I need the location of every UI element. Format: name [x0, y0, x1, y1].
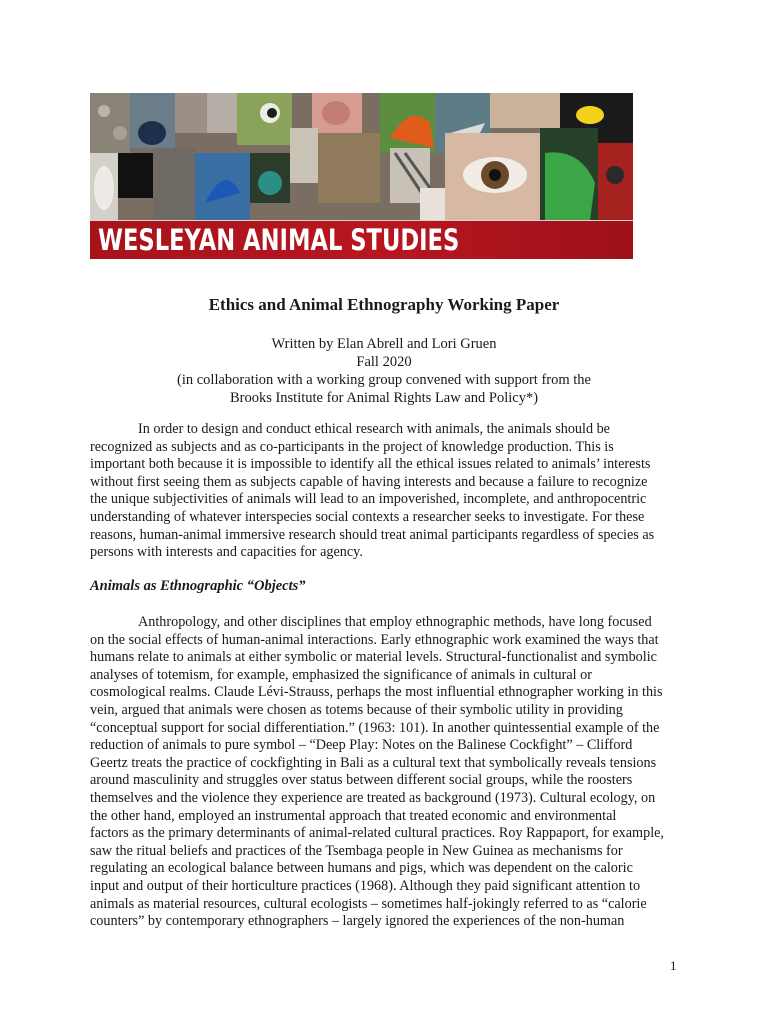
collaboration-note-line-1: (in collaboration with a working group convened with support from the — [177, 372, 591, 388]
date: Fall 2020 — [356, 354, 412, 370]
text-line: on the social effects of human-animal interactions. Early ethnographic work examined the ways that — [90, 631, 659, 648]
text-line: regulating an ecological balance between humans and pigs, which was dependent on the caloric — [90, 860, 633, 877]
paper-title: Ethics and Animal Ethnography Working Paper — [208, 295, 560, 314]
text-line: important both because it is impossible to identify all the ethical issues related to animals’ interests — [90, 456, 651, 473]
banner-title: WESLEYAN ANIMAL STUDIES — [98, 223, 460, 257]
text-line: cosmological realms. Claude Lévi-Strauss, perhaps the most influential ethnographer working in this — [90, 684, 663, 701]
text-line: counters” by contemporary ethnographers – largely ignored the experiences of the non-human — [90, 913, 625, 930]
text-line: animals as material resources, cultural ecologists – sometimes half-jokingly referred to as “calorie — [90, 895, 647, 912]
text-line: saw the ritual beliefs and practices of the Tsembaga people in New Guinea as mechanisms for — [90, 842, 623, 859]
text-line: factors as the primary determinants of animal-related cultural practices. Roy Rappaport, for example, — [90, 825, 664, 842]
text-line: reasons, human-animal immersive research should treat animal participants regardless of species as — [90, 526, 655, 543]
text-line: recognized as subjects and as co-participants in the project of knowledge production. This is — [90, 438, 614, 455]
text-line: analyses of totemism, for example, emphasized the significance of animals in cultural or — [90, 666, 592, 683]
text-line: Anthropology, and other disciplines that employ ethnographic methods, have long focused — [138, 614, 652, 630]
text-line: reduction of animals to pure symbol – “Deep Play: Notes on the Balinese Cockfight” – Clifford — [90, 737, 633, 754]
text-line: humans relate to animals at either symbolic or material levels. Structural-functionalist and symbolic — [90, 649, 657, 666]
text-line: themselves and the violence they experience are treated as background (1973). Cultural ecology, on — [90, 789, 656, 806]
text-line: the other hand, employed an instrumental approach that treated economic and environmental — [90, 807, 617, 824]
collaboration-note-line-2: Brooks Institute for Animal Rights Law and Policy*) — [229, 390, 539, 406]
animal-photo-collage — [90, 93, 633, 220]
text-line: “conceptual support for social differentiation.” (1963: 101). In another quintessential example of the — [90, 719, 660, 736]
banner-image — [90, 93, 633, 259]
text-line: without first seeing them as subjects capable of having interests and because a failure to recognize — [90, 473, 648, 490]
text-line: understanding of whatever interspecies social contexts a researcher seeks to investigate. For these — [90, 508, 645, 525]
text-line: Geertz treats the practice of cockfighting in Bali as a cultural text that symbolically reveals tensions — [90, 754, 657, 771]
text-line: persons with interests and capacities for agency. — [90, 544, 363, 561]
section-paragraph — [90, 614, 676, 931]
text-line: vein, argued that animals were chosen as totems because of their symbolic utility in providing — [90, 701, 623, 718]
text-line: around masculinity and struggles over status between different social groups, while the roosters — [90, 772, 633, 789]
intro-paragraph — [90, 421, 676, 562]
page-number: 1 — [670, 958, 677, 973]
text-line: input and output of their horticulture practices (1968). Although they paid significant attention to — [90, 877, 641, 894]
section-heading: Animals as Ethnographic “Objects” — [90, 578, 306, 594]
authors: Written by Elan Abrell and Lori Gruen — [271, 336, 497, 352]
text-line: the unique subjectivities of animals will lead to an impoverished, incomplete, and anthropocentric — [90, 491, 647, 508]
text-line: In order to design and conduct ethical research with animals, the animals should be — [138, 421, 610, 437]
